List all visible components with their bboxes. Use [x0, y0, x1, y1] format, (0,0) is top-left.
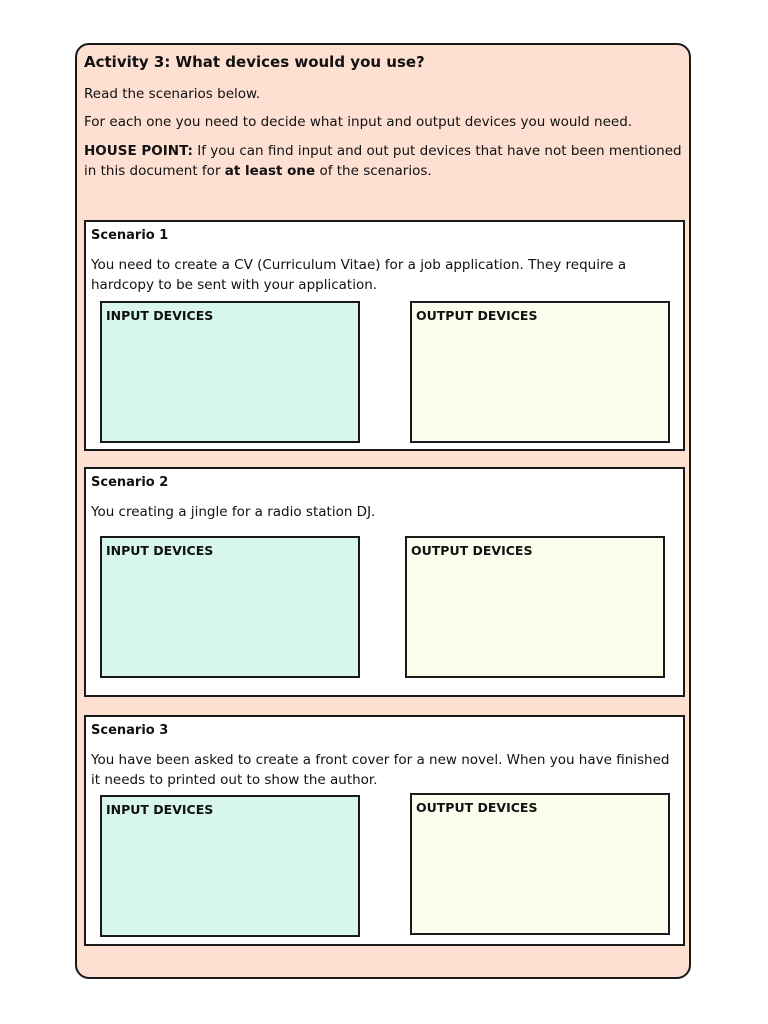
scenario-1-output-label: OUTPUT DEVICES: [416, 308, 538, 323]
scenario-1-title: Scenario 1: [91, 228, 169, 243]
intro-line-1: Read the scenarios below.: [84, 86, 261, 102]
scenario-2-output-label: OUTPUT DEVICES: [411, 543, 533, 558]
scenario-3-output-devices-box[interactable]: [410, 793, 670, 935]
intro-line-2: For each one you need to decide what input and output devices you would need.: [84, 114, 633, 130]
scenario-3-input-label: INPUT DEVICES: [106, 802, 214, 817]
scenario-2-output-devices-box[interactable]: [405, 536, 665, 678]
house-point-text-1: If you can find input and out put devices that have not been mentioned in this document for: [84, 143, 682, 179]
scenario-1-output-devices-box[interactable]: [410, 301, 670, 443]
scenario-2-title: Scenario 2: [91, 475, 169, 490]
scenario-2-panel: [84, 467, 685, 697]
house-point-paragraph: [84, 141, 684, 181]
scenario-2-input-devices-box[interactable]: [100, 536, 360, 678]
house-point-text-2: of the scenarios.: [315, 163, 432, 179]
scenario-3-title: Scenario 3: [91, 723, 169, 738]
activity-title: Activity 3: What devices would you use?: [84, 53, 425, 71]
scenario-3-output-label: OUTPUT DEVICES: [416, 800, 538, 815]
scenario-1-input-devices-box[interactable]: [100, 301, 360, 443]
scenario-3-description: You have been asked to create a front cover for a new novel. When you have finished it needs to printed out to show the author.: [91, 752, 670, 788]
house-point-label: HOUSE POINT:: [84, 143, 193, 159]
scenario-2-description: You creating a jingle for a radio station DJ.: [91, 504, 376, 520]
scenario-1-input-label: INPUT DEVICES: [106, 308, 214, 323]
scenario-1-panel: [84, 220, 685, 451]
scenario-3-panel: [84, 715, 685, 946]
scenario-2-input-label: INPUT DEVICES: [106, 543, 214, 558]
scenario-1-description: You need to create a CV (Curriculum Vitae) for a job application. They require a hardcopy to be sent with your application.: [91, 257, 627, 293]
scenario-3-input-devices-box[interactable]: [100, 795, 360, 937]
house-point-emphasis: at least one: [224, 163, 316, 179]
